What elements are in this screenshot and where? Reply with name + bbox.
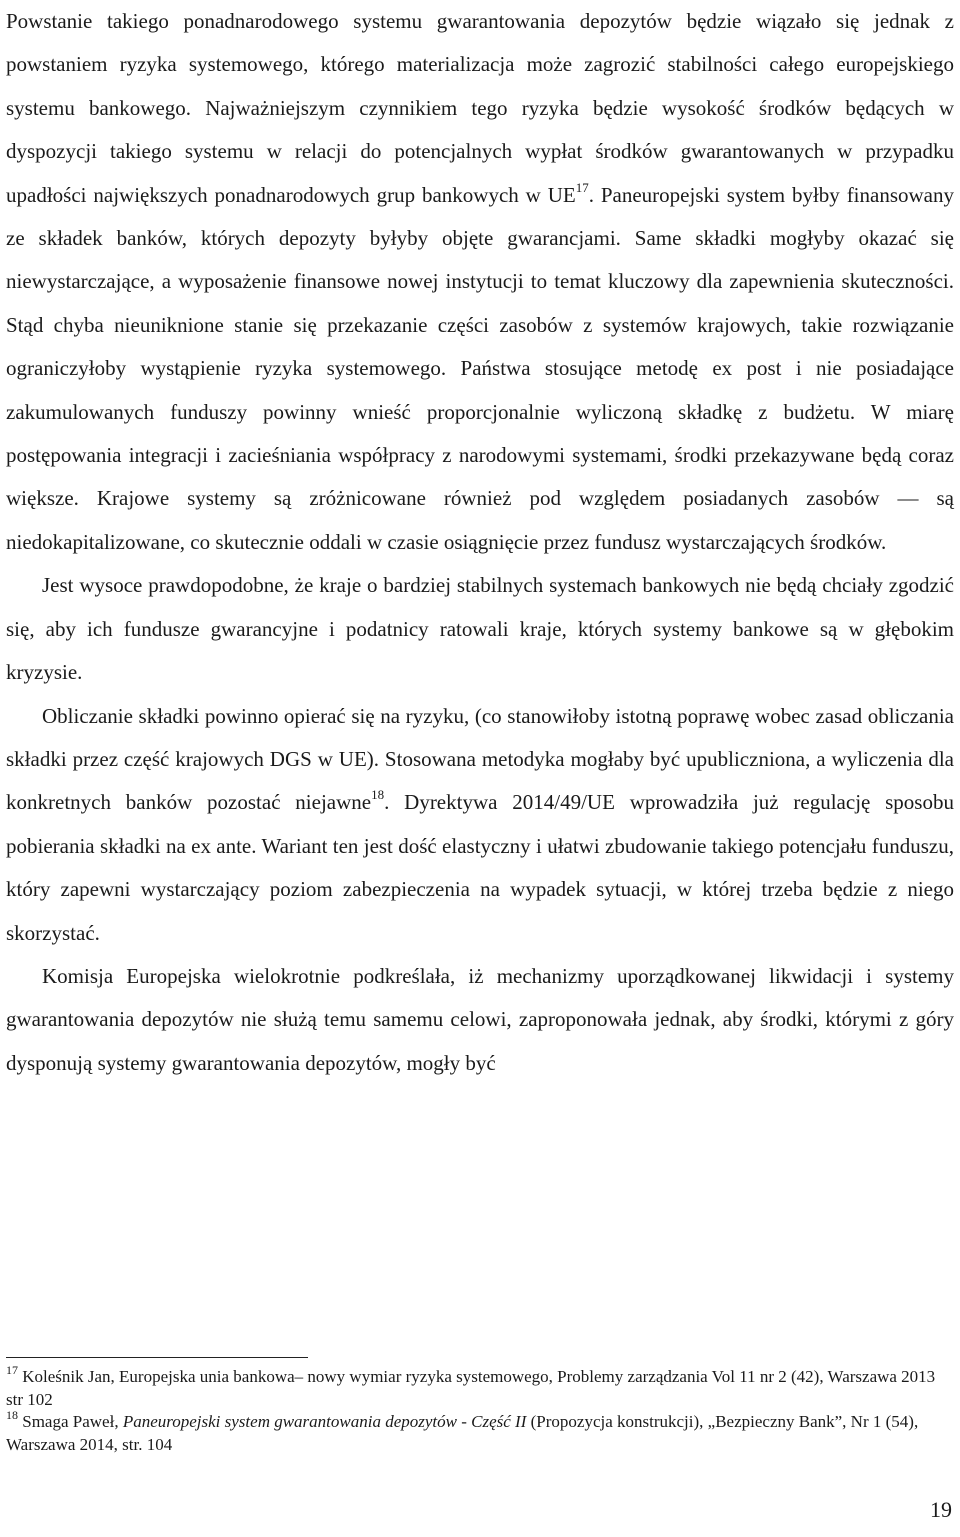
paragraph-3-text-a: Obliczanie składki powinno opierać się na ryzyku, (co stanowiłoby istotną poprawę wobec zasad obliczania składki przez część krajowych DGS w UE). Stosowana metodyka mogłaby być upubliczniona, a wyliczenia dla konkretnych banków pozostać niejawne [6,703,954,815]
footnote-18-author: Smaga Paweł, [22,1412,123,1431]
footnote-17 [6,1363,936,1411]
paragraph-4 [6,955,954,1085]
footnotes [6,1363,936,1456]
paragraph-1-text-a: Powstanie takiego ponadnarodowego systemu gwarantowania depozytów będzie wiązało się jednak z powstaniem ryzyka systemowego, którego materializacja może zagrozić stabilności całego europejskiego systemu bankowego. Najważniejszym czynnikiem tego ryzyka będzie wysokość środków będących w dyspozycji takiego systemu w relacji do potencjalnych wypłat środków gwarantowanych w przypadku upadłości największych ponadnarodowych grup bankowych w UE [6,9,954,207]
paragraph-3-text-b: . Dyrektywa 2014/49/UE wprowadziła już regulację sposobu pobierania składki na ex ante. Wariant ten jest dość elastyczny i ułatwi zbudowanie takiego potencjału funduszu, który zapewni wystarczający poziom zabezpieczenia na wypadek sytuacji, w której trzeba będzie z niego skorzystać. [6,790,954,945]
footnote-18-rest: (Propozycja konstrukcji), „Bezpieczny Bank”, Nr 1 (54), Warszawa 2014, str. 104 [6,1412,919,1454]
page-number: 19 [930,1497,952,1522]
paragraph-3 [6,695,954,955]
paragraph-1-text-b: . Paneuropejski system byłby finansowany ze składek banków, których depozyty byłyby objęte gwarancjami. Same składki mogłyby okazać się niewystarczające, a wyposażenie finansowe nowej instytucji to temat kluczowy dla zapewnienia skuteczności. Stąd chyba nieuniknione stanie się przekazanie części zasobów z systemów krajowych, takie rozwiązanie ograniczyłoby wystąpienie ryzyka systemowego. Państwa stosujące metodę ex post i nie posiadające zakumulowanych funduszy powinny wnieść proporcjonalnie wyliczoną składkę z budżetu. W miarę postępowania integracji i zacieśniania współpracy z narodowymi systemami, środki przekazywane będą coraz większe. Krajowe systemy są zróżnicowane również pod względem posiadanych zasobów — są niedokapitalizowane, co skutecznie oddali w czasie osiągnięcie przez fundusz wystarczających środków. [6,182,954,554]
footnote-ref-18[interactable]: 18 [371,787,385,803]
footnote-18 [6,1408,936,1456]
footnote-number-18: 18 [6,1408,18,1423]
footnote-17-text: Koleśnik Jan, Europejska unia bankowa– nowy wymiar ryzyka systemowego, Problemy zarządzania Vol 11 nr 2 (42), Warszawa 2013 str 102 [6,1367,936,1409]
footnote-ref-17[interactable]: 17 [575,179,589,195]
footnote-separator [6,1357,308,1358]
footnote-number-17: 17 [6,1363,18,1378]
body-text [6,0,954,1085]
footnote-18-title: Paneuropejski system gwarantowania depozytów - Część II [122,1412,527,1431]
paragraph-1 [6,0,954,564]
paragraph-4-text: Komisja Europejska wielokrotnie podkreślała, iż mechanizmy uporządkowanej likwidacji i systemy gwarantowania depozytów nie służą temu samemu celowi, zaproponowała jednak, aby środki, którymi z góry dysponują systemy gwarantowania depozytów, mogły być [6,963,954,1075]
paragraph-2-text: Jest wysoce prawdopodobne, że kraje o bardziej stabilnych systemach bankowych nie będą chciały zgodzić się, aby ich fundusze gwarancyjne i podatnicy ratowali kraje, których systemy bankowe są w głębokim kryzysie. [6,573,954,685]
paragraph-2 [6,564,954,694]
